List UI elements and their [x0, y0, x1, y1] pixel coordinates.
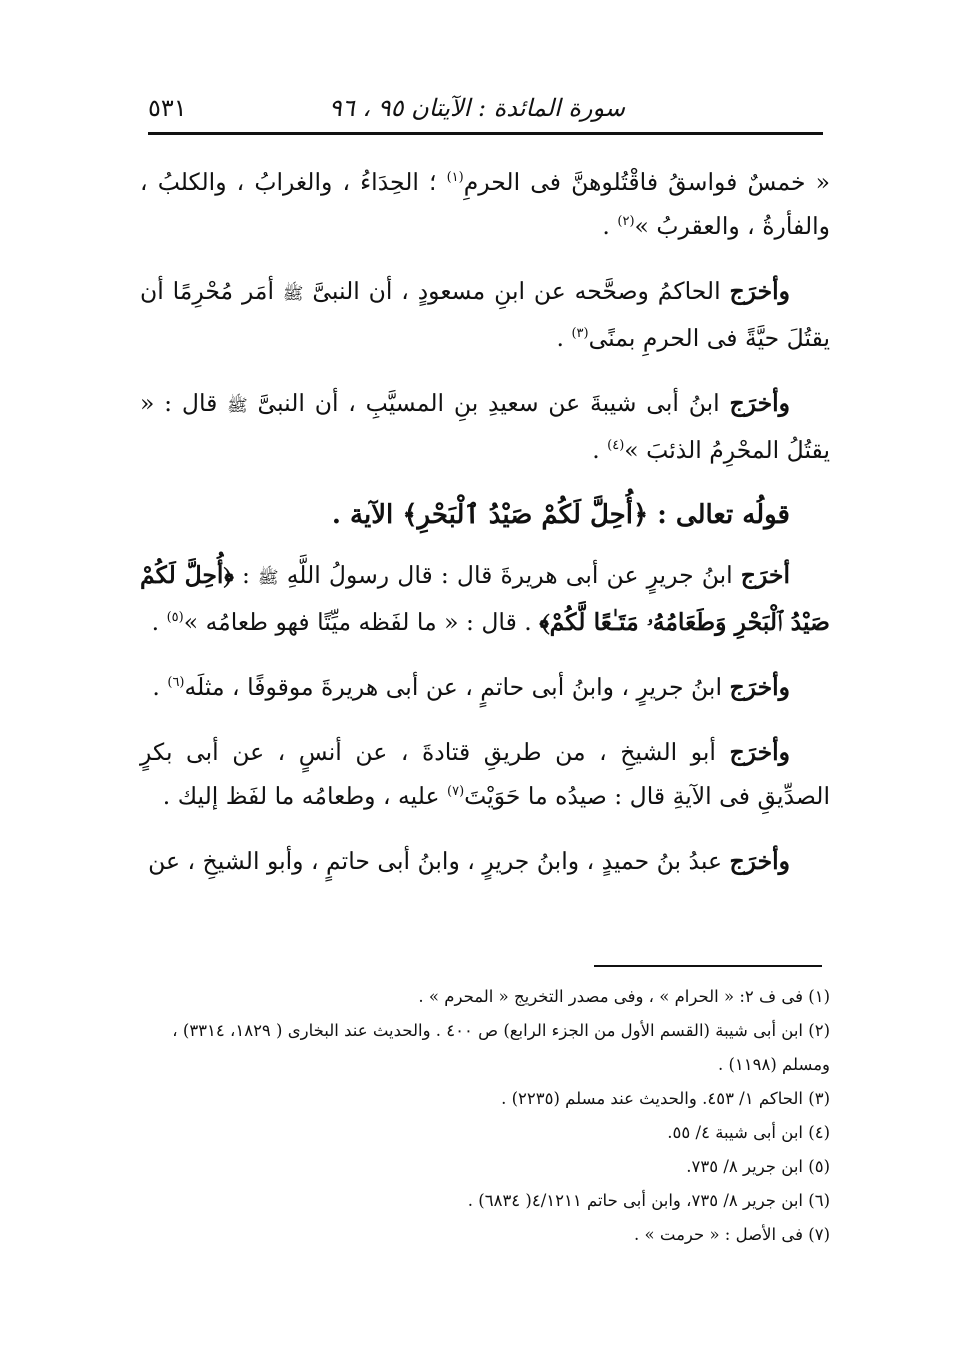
footnote-ref: (١)	[446, 170, 464, 186]
para-text: « خمسٌ فواسقُ فاقْتُلوهنَّ فى الحرمِ	[463, 168, 831, 196]
heading-prefix: قولُه تعالى :	[648, 500, 790, 530]
footnote-1: (١) فى ف ٢: « الحرام » ، وفى مصدر التخريج « المحرم » .	[418, 987, 830, 1006]
footnote-4: (٤) ابن أبى شيبة ٤/ ٥٥.	[667, 1123, 830, 1142]
footnote-rule	[594, 965, 822, 967]
lead-word: أخرَج	[740, 561, 790, 589]
footnote-ref: (٥)	[166, 610, 184, 626]
header-rule	[148, 132, 823, 135]
main-text	[140, 160, 830, 904]
para-text: عبدُ بنُ حميدٍ ، وابنُ جريرٍ ، وابنُ أبى حاتمٍ ، وأبو الشيخِ ، عن	[148, 847, 730, 875]
lead-word: وأخرَج	[729, 673, 790, 701]
footnote-6: (٦) ابن جرير ٨/ ٧٣٥، وابن أبى حاتم ٤/١٢١١( ٦٨٣٤) .	[467, 1191, 830, 1210]
lead-word: وأخرَج	[729, 738, 790, 766]
para-text: :	[233, 561, 259, 589]
lead-word: وأخرَج	[729, 847, 790, 875]
quran-verse: ﴿أُحِلَّ لَكُمْ صَيْدُ ٱلْبَحْرِ وَطَعَامُهُۥ مَتَـٰعًا لَّكُمْ﴾	[140, 561, 830, 636]
para-text: ابنُ جريرٍ عن أبى هريرةَ قال : قال رسولُ اللَّهِ	[278, 561, 741, 589]
footnote-ref: (٤)	[607, 438, 625, 454]
lead-word: وأخرَج	[729, 277, 790, 305]
para-end: .	[556, 324, 572, 352]
para-text: ؛ الحِدَاءُ ، والغرابُ ، والكلبُ ، والفأرةُ ، والعقربُ »	[140, 168, 830, 240]
paragraph-5	[140, 665, 830, 709]
salawat-glyph: ﷺ	[258, 568, 279, 588]
footnote-ref: (٣)	[571, 326, 589, 342]
para-text: ابنُ أبى شيبةَ عن سعيدِ بنِ المسيَّبِ ، أن النبىَّ	[247, 389, 730, 417]
verse-heading	[140, 493, 830, 537]
footnote-2: (٢) ابن أبى شيبة (القسم الأول من الجزء الرابع) ص ٤٠٠ . والحديث عند البخارى ( ١٨٢٩، ٣٣١٤) ، ومسلم (١١٩٨) .	[172, 1021, 830, 1074]
para-text: ابنُ جريرٍ ، وابنُ أبى حاتمٍ ، عن أبى هريرةَ موقوفًا ، مثلَه	[184, 673, 730, 701]
paragraph-7	[140, 839, 830, 883]
footnote-7: (٧) فى الأصل : « حرمت » .	[634, 1225, 830, 1244]
footnotes	[140, 980, 830, 1252]
para-text: . قال : « ما لفَظه ميِّتًا فهو طعامُه »	[183, 608, 540, 636]
heading-suffix: الآية .	[331, 500, 403, 530]
footnote-ref: (٧)	[447, 784, 465, 800]
paragraph-1	[140, 160, 830, 248]
para-end: عليه ، وطعامُه ما لفَظ إليك .	[162, 782, 448, 810]
footnote-5: (٥) ابن جرير ٨/ ٧٣٥.	[686, 1157, 830, 1176]
para-end: .	[592, 436, 608, 464]
para-text: الحاكمُ وصحَّحه عن ابنِ مسعودٍ ، أن النبىَّ	[303, 277, 730, 305]
quran-verse: ﴿أُحِلَّ لَكُمْ صَيْدُ ٱلْبَحْرِ﴾	[402, 500, 649, 530]
salawat-glyph: ﷺ	[282, 284, 304, 304]
lead-word: وأخرَج	[729, 389, 790, 417]
paragraph-2	[140, 269, 830, 360]
para-text: قال : « يقتُلُ المحْرِمُ الذئبَ »	[140, 389, 830, 464]
para-text: أمَر مُحْرِمًا أن يقتُلَ حيَّةً فى الحرمِ بمنًى	[140, 277, 830, 352]
running-header	[148, 88, 820, 132]
para-end: .	[602, 212, 618, 240]
paragraph-3	[140, 381, 830, 472]
paragraph-6	[140, 730, 830, 818]
para-end: .	[151, 608, 167, 636]
header-title: سورة المائدة : الآيتان ٩٥ ، ٩٦	[328, 94, 625, 122]
page-number: ٥٣١	[148, 94, 187, 122]
paragraph-4	[140, 553, 830, 644]
footnote-ref: (٦)	[167, 675, 185, 691]
salawat-glyph: ﷺ	[227, 396, 248, 416]
para-end: .	[152, 673, 168, 701]
para-text: أبو الشيخِ ، من طريقِ قتادةَ ، عن أنسٍ ، عن أبى بكرٍ الصدِّيقِ فى الآيةِ قال : صيدُه ما حَوَيْتَ	[140, 738, 830, 810]
footnote-ref: (٢)	[617, 214, 635, 230]
footnote-3: (٣) الحاكم ١/ ٤٥٣. والحديث عند مسلم (٢٢٣٥) .	[501, 1089, 830, 1108]
